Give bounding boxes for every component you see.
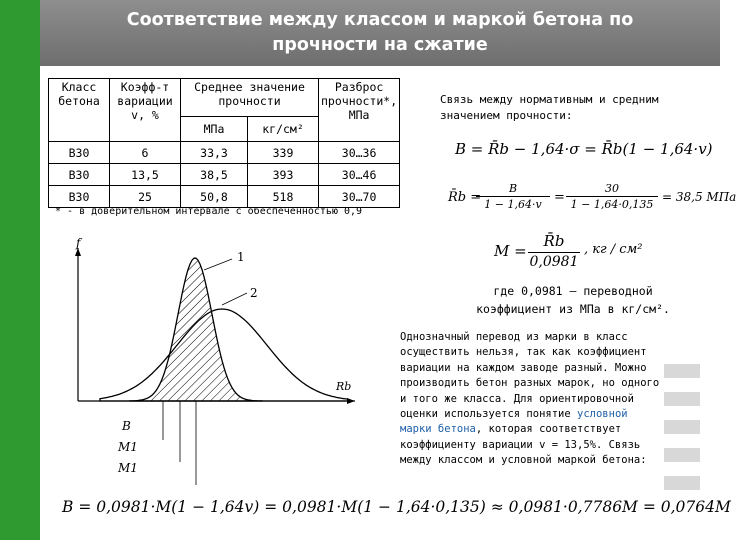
eq2-result: = 38,5 МПа [662,190,736,204]
header-mean-kg: кг/см² [248,116,319,141]
eq2-eq: = [554,190,565,205]
intro-line-2: значением прочности: [440,109,573,122]
table-footnote: * - в доверительном интервале с обеспеченностью 0,9 [55,206,363,217]
cell: 339 [248,142,319,164]
eq2-num2: 30 [605,182,619,195]
curve-1 [130,258,262,401]
m1-label: M1 [118,440,138,454]
header-coef-l3: v, % [131,108,159,122]
eq2-den1: 1 − 1,64·v [484,198,542,211]
cell: 30…46 [319,164,400,186]
f-axis-label: f [76,236,81,250]
curve-2-label: 2 [250,286,258,300]
b-label: B [122,419,131,433]
equation-1: B = R̄b − 1,64·σ = R̄b(1 − 1,64·v) [455,140,713,158]
header-coef-l1: Коэфф-т [120,80,170,94]
note-line-1: где 0,0981 – переводной [493,284,653,298]
cell: 30…70 [319,186,400,208]
eq3-lhs: M = [494,242,527,260]
paragraph-part-a: Однозначный перевод из марки в класс осуществить нельзя, так как коэффициент вариации на каждом заводе разный. Можно производить бетон разных марок, но одного и того же класса. Для ориентировочной оценки используется понятие [400,331,660,421]
m2-label: M1 [118,461,138,475]
rb-axis-label: Rb [336,380,352,393]
cell: B30 [49,164,110,186]
curve-1-label: 1 [237,250,245,264]
bottom-equation: B = 0,0981·M(1 − 1,64v) = 0,0981·M(1 − 1,64·0,135) ≈ 0,0981·0,7786M = 0,0764M [62,498,731,516]
cell: 518 [248,186,319,208]
cell: B30 [49,186,110,208]
cell: 6 [110,142,181,164]
leader-1 [204,259,232,270]
header-mean-l2: прочности [218,94,281,108]
cell: 30…36 [319,142,400,164]
cell: 50,8 [181,186,248,208]
eq3-den: 0,0981 [529,254,579,270]
eq2-lhs: R̄b = [448,190,482,205]
header-class-l2: бетона [58,94,100,108]
header-spread-l3: МПа [348,108,370,122]
cell: 33,3 [181,142,248,164]
header-mean-mpa: МПа [181,116,248,141]
cell: B30 [49,142,110,164]
eq3-num: R̄b [543,232,565,250]
intro-line-1: Связь между нормативным и средним [440,93,659,106]
header-mean-l1: Среднее значение [194,80,305,94]
eq2-den2: 1 − 1,64·0,135 [570,198,654,211]
header-coef-l2: вариации [117,94,173,108]
paragraph-part-b: , которая соответствует коэффициенту вариации v = 13,5%. Связь между классом и условной маркой бетона: [400,423,647,467]
note-line-2: коэффициент из МПа в кг/см². [476,302,670,316]
header-spread-l1: Разброс [334,80,384,94]
cell: 13,5 [110,164,181,186]
eq2-num1: B [508,182,518,195]
title-line-2: прочности на сжатие [272,35,488,55]
cell: 25 [110,186,181,208]
conditional-grade-term: условной марки бетона [400,408,628,436]
cell: 38,5 [181,164,248,186]
eq3-unit: , кг / см² [584,242,643,257]
title-line-1: Соответствие между классом и маркой бетона по [126,10,634,30]
cell: 393 [248,164,319,186]
leader-2 [222,293,247,305]
header-spread-l2: прочности*, [321,94,398,108]
header-class-l1: Класс [61,80,97,94]
